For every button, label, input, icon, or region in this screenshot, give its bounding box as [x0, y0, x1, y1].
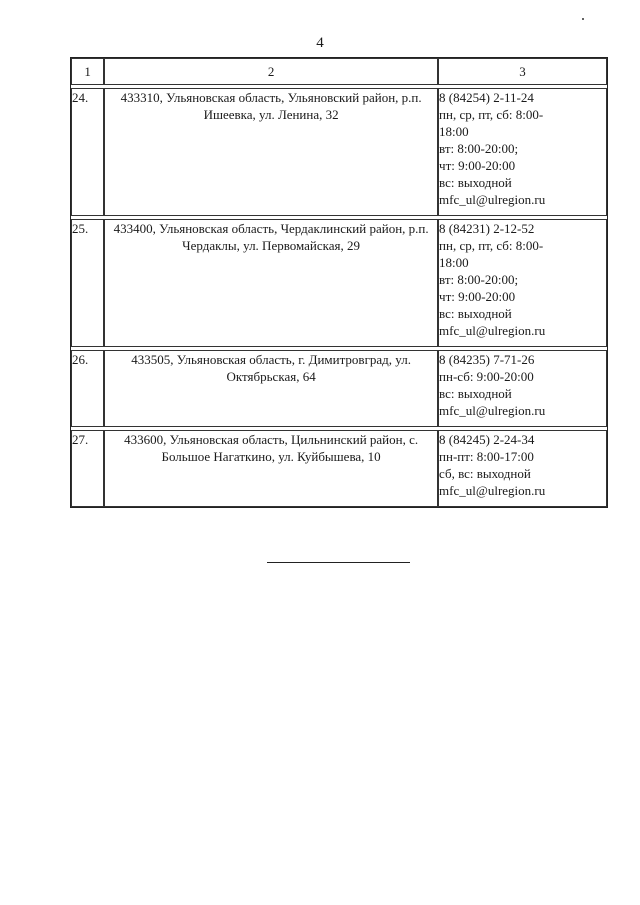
scan-mark: [582, 18, 584, 20]
row-number: 24.: [71, 88, 104, 216]
hours-line: вт: 8:00-20:00;: [439, 141, 519, 156]
header-col-1: 1: [71, 58, 104, 85]
office-schedule: [438, 350, 607, 427]
hours-line: вс: выходной: [439, 175, 512, 190]
office-address: 433400, Ульяновская область, Чердаклинский район, р.п. Чердаклы, ул. Первомайская, 29: [104, 219, 438, 347]
table-row: [71, 350, 607, 427]
table-header-row: [71, 58, 607, 85]
office-schedule: [438, 88, 607, 216]
hours-line: пн, ср, пт, сб: 8:00-: [439, 238, 544, 253]
office-email: mfc_ul@ulregion.ru: [439, 323, 546, 338]
office-email: mfc_ul@ulregion.ru: [439, 483, 546, 498]
row-number: 25.: [71, 219, 104, 347]
office-schedule: [438, 219, 607, 347]
hours-line: 18:00: [439, 124, 469, 139]
phone-number: 8 (84245) 2-24-34: [439, 432, 535, 447]
office-email: mfc_ul@ulregion.ru: [439, 403, 546, 418]
header-col-2: 2: [104, 58, 438, 85]
hours-line: вт: 8:00-20:00;: [439, 272, 519, 287]
offices-table: [70, 57, 608, 508]
row-number: 27.: [71, 430, 104, 507]
closing-line: [267, 562, 410, 563]
phone-number: 8 (84231) 2-12-52: [439, 221, 535, 236]
table-row: [71, 219, 607, 347]
hours-line: пн, ср, пт, сб: 8:00-: [439, 107, 544, 122]
hours-line: сб, вс: выходной: [439, 466, 531, 481]
phone-number: 8 (84235) 7-71-26: [439, 352, 535, 367]
hours-line: вс: выходной: [439, 386, 512, 401]
header-col-3: 3: [438, 58, 607, 85]
hours-line: чт: 9:00-20:00: [439, 289, 516, 304]
hours-line: пн-пт: 8:00-17:00: [439, 449, 534, 464]
office-address: 433310, Ульяновская область, Ульяновский район, р.п. Ишеевка, ул. Ленина, 32: [104, 88, 438, 216]
table-row: [71, 430, 607, 507]
page-number: 4: [316, 35, 324, 51]
table-row: [71, 88, 607, 216]
office-address: 433600, Ульяновская область, Цильнинский район, с. Большое Нагаткино, ул. Куйбышева, 10: [104, 430, 438, 507]
hours-line: 18:00: [439, 255, 469, 270]
office-address: 433505, Ульяновская область, г. Димитровград, ул. Октябрьская, 64: [104, 350, 438, 427]
office-email: mfc_ul@ulregion.ru: [439, 192, 546, 207]
office-schedule: [438, 430, 607, 507]
hours-line: вс: выходной: [439, 306, 512, 321]
hours-line: чт: 9:00-20:00: [439, 158, 516, 173]
phone-number: 8 (84254) 2-11-24: [439, 90, 534, 105]
row-number: 26.: [71, 350, 104, 427]
hours-line: пн-сб: 9:00-20:00: [439, 369, 534, 384]
